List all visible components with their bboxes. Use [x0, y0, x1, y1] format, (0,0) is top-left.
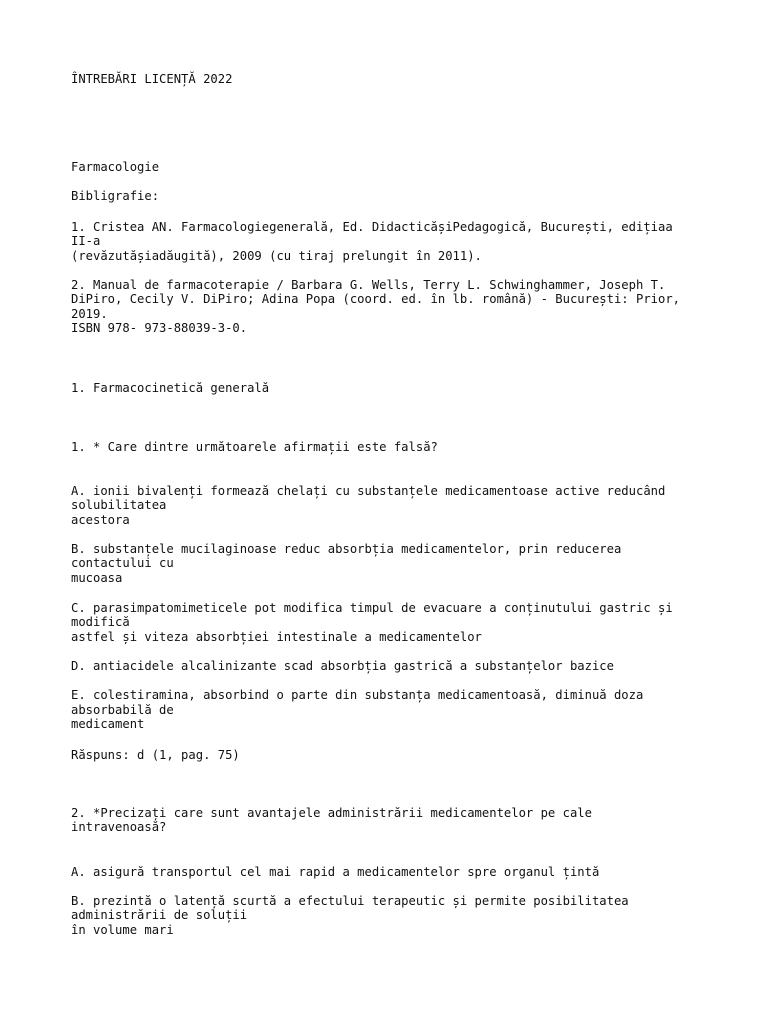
- option-line: A. asigură transportul cel mai rapid a medicamentelor spre organul țintă: [71, 865, 600, 879]
- bibliography-line: II-a: [71, 234, 101, 248]
- document-title: ÎNTREBĂRI LICENȚĂ 2022: [71, 72, 233, 86]
- question-text: intravenoasă?: [71, 820, 167, 834]
- bibliography-line: 2019.: [71, 307, 108, 321]
- option-line: E. colestiramina, absorbind o parte din substanța medicamentoasă, diminuă doza: [71, 688, 644, 702]
- option-line: modifică: [71, 615, 130, 629]
- option-line: solubilitatea: [71, 498, 167, 512]
- option-line: medicament: [71, 717, 145, 731]
- bibliography-line: ISBN 978- 973-88039-3-0.: [71, 321, 248, 335]
- option-line: B. substanțele mucilaginoase reduc absorbția medicamentelor, prin reducerea: [71, 542, 622, 556]
- bibliography-line: (revăzutășiadăugită), 2009 (cu tiraj prelungit în 2011).: [71, 249, 482, 263]
- option-line: C. parasimpatomimeticele pot modifica timpul de evacuare a conținutului gastric și: [71, 601, 673, 615]
- option-line: A. ionii bivalenți formează chelați cu substanțele medicamentoase active reducând: [71, 484, 666, 498]
- option-line: B. prezintă o latență scurtă a efectului terapeutic și permite posibilitatea: [71, 894, 629, 908]
- option-line: absorbabilă de: [71, 703, 174, 717]
- option-line: mucoasa: [71, 571, 123, 585]
- question-text: 1. * Care dintre următoarele afirmații este falsă?: [71, 440, 438, 454]
- bibliography-line: DiPiro, Cecily V. DiPiro; Adina Popa (coord. ed. în lb. română) - București: Prior,: [71, 292, 681, 306]
- option-line: contactului cu: [71, 556, 174, 570]
- question-text: 2. *Precizați care sunt avantajele administrării medicamentelor pe cale: [71, 806, 592, 820]
- bibliography-line: 1. Cristea AN. Farmacologiegenerală, Ed. DidacticășiPedagogică, București, edițiaa: [71, 220, 673, 234]
- bibliography-heading: Bibligrafie:: [71, 189, 160, 203]
- section-title: 1. Farmacocinetică generală: [71, 381, 270, 395]
- option-line: D. antiacidele alcalinizante scad absorbția gastrică a substanțelor bazice: [71, 659, 614, 673]
- option-line: acestora: [71, 513, 130, 527]
- option-line: administrării de soluții: [71, 908, 248, 922]
- answer-line: Răspuns: d (1, pag. 75): [71, 748, 240, 762]
- option-line: în volume mari: [71, 923, 174, 937]
- bibliography-line: 2. Manual de farmacoterapie / Barbara G. Wells, Terry L. Schwinghammer, Joseph T.: [71, 278, 666, 292]
- option-line: astfel și viteza absorbției intestinale a medicamentelor: [71, 630, 482, 644]
- subject-heading: Farmacologie: [71, 160, 160, 174]
